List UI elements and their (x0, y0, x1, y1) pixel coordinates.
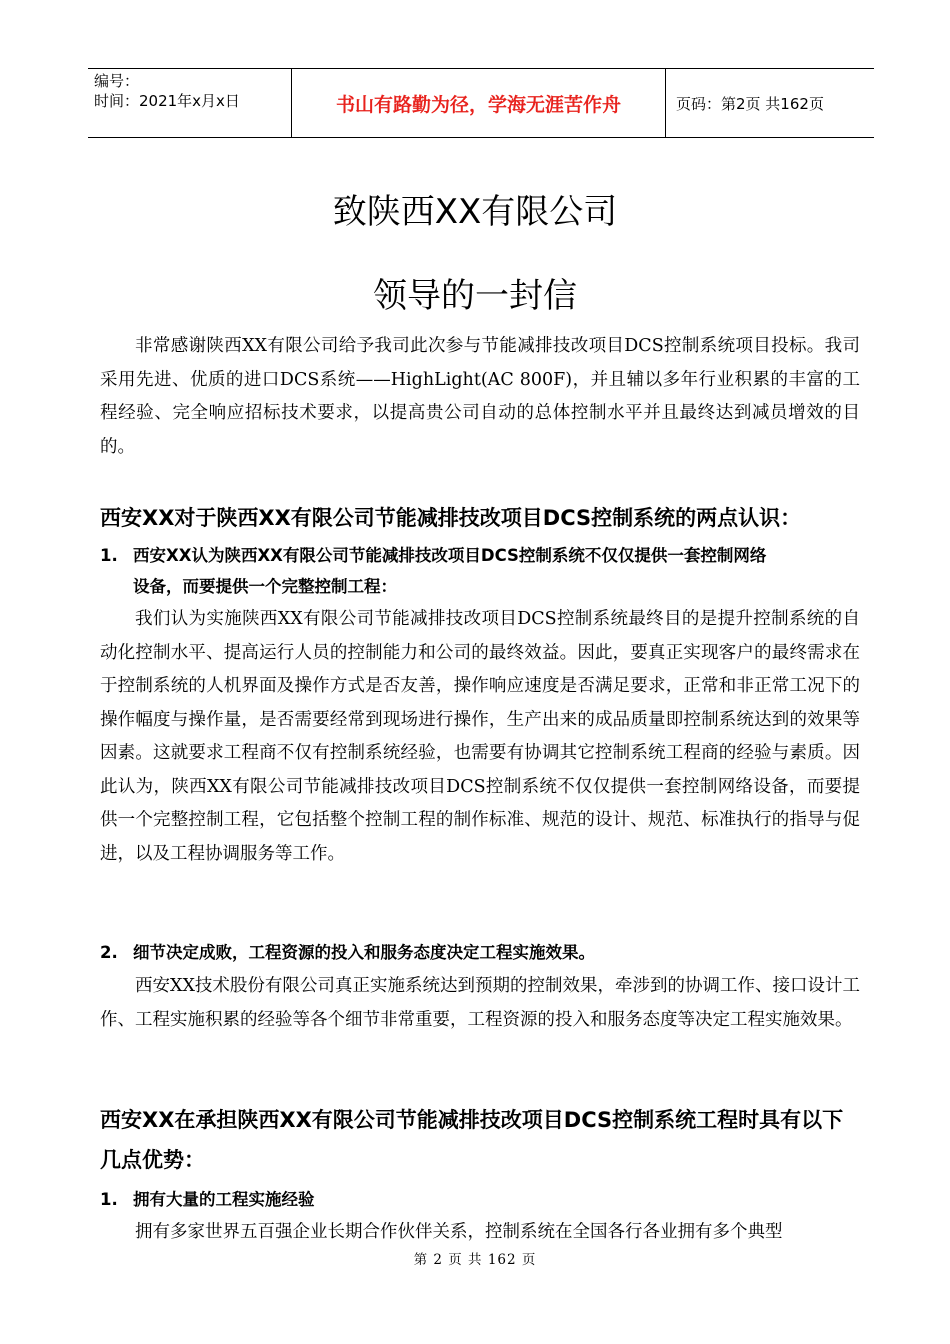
item-number: 1. (100, 1190, 118, 1209)
serial-label: 编号： (94, 72, 140, 90)
section2-heading: 西安XX在承担陕西XX有限公司节能减排技改项目DCS控制系统工程时具有以下几点优势： (100, 1108, 844, 1172)
section2-item1-body: 拥有多家世界五百强企业长期合作伙伴关系，控制系统在全国各行各业拥有多个典型 (135, 1222, 783, 1242)
header-page-info: 页码：第2页 共162页 (676, 94, 824, 113)
item-title: 细节决定成败，工程资源的投入和服务态度决定工程实施效果。 (133, 943, 595, 962)
item-number: 2. (100, 943, 118, 962)
header-meta (88, 69, 292, 137)
section1-item2-title (100, 937, 860, 968)
page-footer: 第 2 页 共 162 页 (413, 1252, 537, 1268)
section2-item1-title (100, 1184, 860, 1215)
section1-item1-body: 我们认为实施陕西XX有限公司节能减排技改项目DCS控制系统最终目的是提升控制系统的自动化控制水平、提高运行人员的控制能力和公司的最终效益。因此，要真正实现客户的最终需求在于控制系统的人机界面及操作方式是否友善，操作响应速度是否满足要求，正常和非正常工况下的操作幅度与操作量，是否需要经常到现场进行操作，生产出来的成品质量即控制系统达到的效果等因素。这就要求工程商不仅有控制系统经验，也需要有协调其它控制系统工程商的经验与素质。因此认为，陕西XX有限公司节能减排技改项目DCS控制系统不仅仅提供一套控制网络设备，而要提供一个完整控制工程，它包括整个控制工程的制作标准、规范的设计、规范、标准执行的指导与促进，以及工程协调服务等工作。 (100, 609, 860, 864)
time-label: 时间：2021年x月x日 (94, 92, 240, 110)
section1-item2-body: 西安XX技术股份有限公司真正实施系统达到预期的控制效果，牵涉到的协调工作、接口设计工作、工程实施积累的经验等各个细节非常重要，工程资源的投入和服务态度等决定工程实施效果。 (100, 976, 860, 1030)
section1-item1-title (100, 540, 860, 602)
item-title: 拥有大量的工程实施经验 (133, 1190, 315, 1209)
item-title-line-a: 西安XX认为陕西XX有限公司节能减排技改项目DCS控制系统不仅仅提供一套控制网络 (133, 546, 767, 565)
item-title-line-b: 设备，而要提供一个完整控制工程： (133, 577, 397, 596)
item-number: 1. (100, 546, 118, 565)
section1-heading: 西安XX对于陕西XX有限公司节能减排技改项目DCS控制系统的两点认识： (100, 506, 802, 530)
title-line-2: 领导的一封信 (373, 276, 577, 316)
page-header (88, 68, 874, 138)
intro-paragraph: 非常感谢陕西XX有限公司给予我司此次参与节能减排技改项目DCS控制系统项目投标。我司采用先进、优质的进口DCS系统——HighLight(AC 800F)，并且辅以多年行业积累的丰富的工程经验、完全响应招标技术要求，以提高贵公司自动的总体控制水平并且最终达到减员增效的目的。 (100, 336, 860, 457)
header-motto: 书山有路勤为径，学海无涯苦作舟 (292, 69, 666, 137)
title-line-1: 致陕西XX有限公司 (332, 192, 618, 232)
